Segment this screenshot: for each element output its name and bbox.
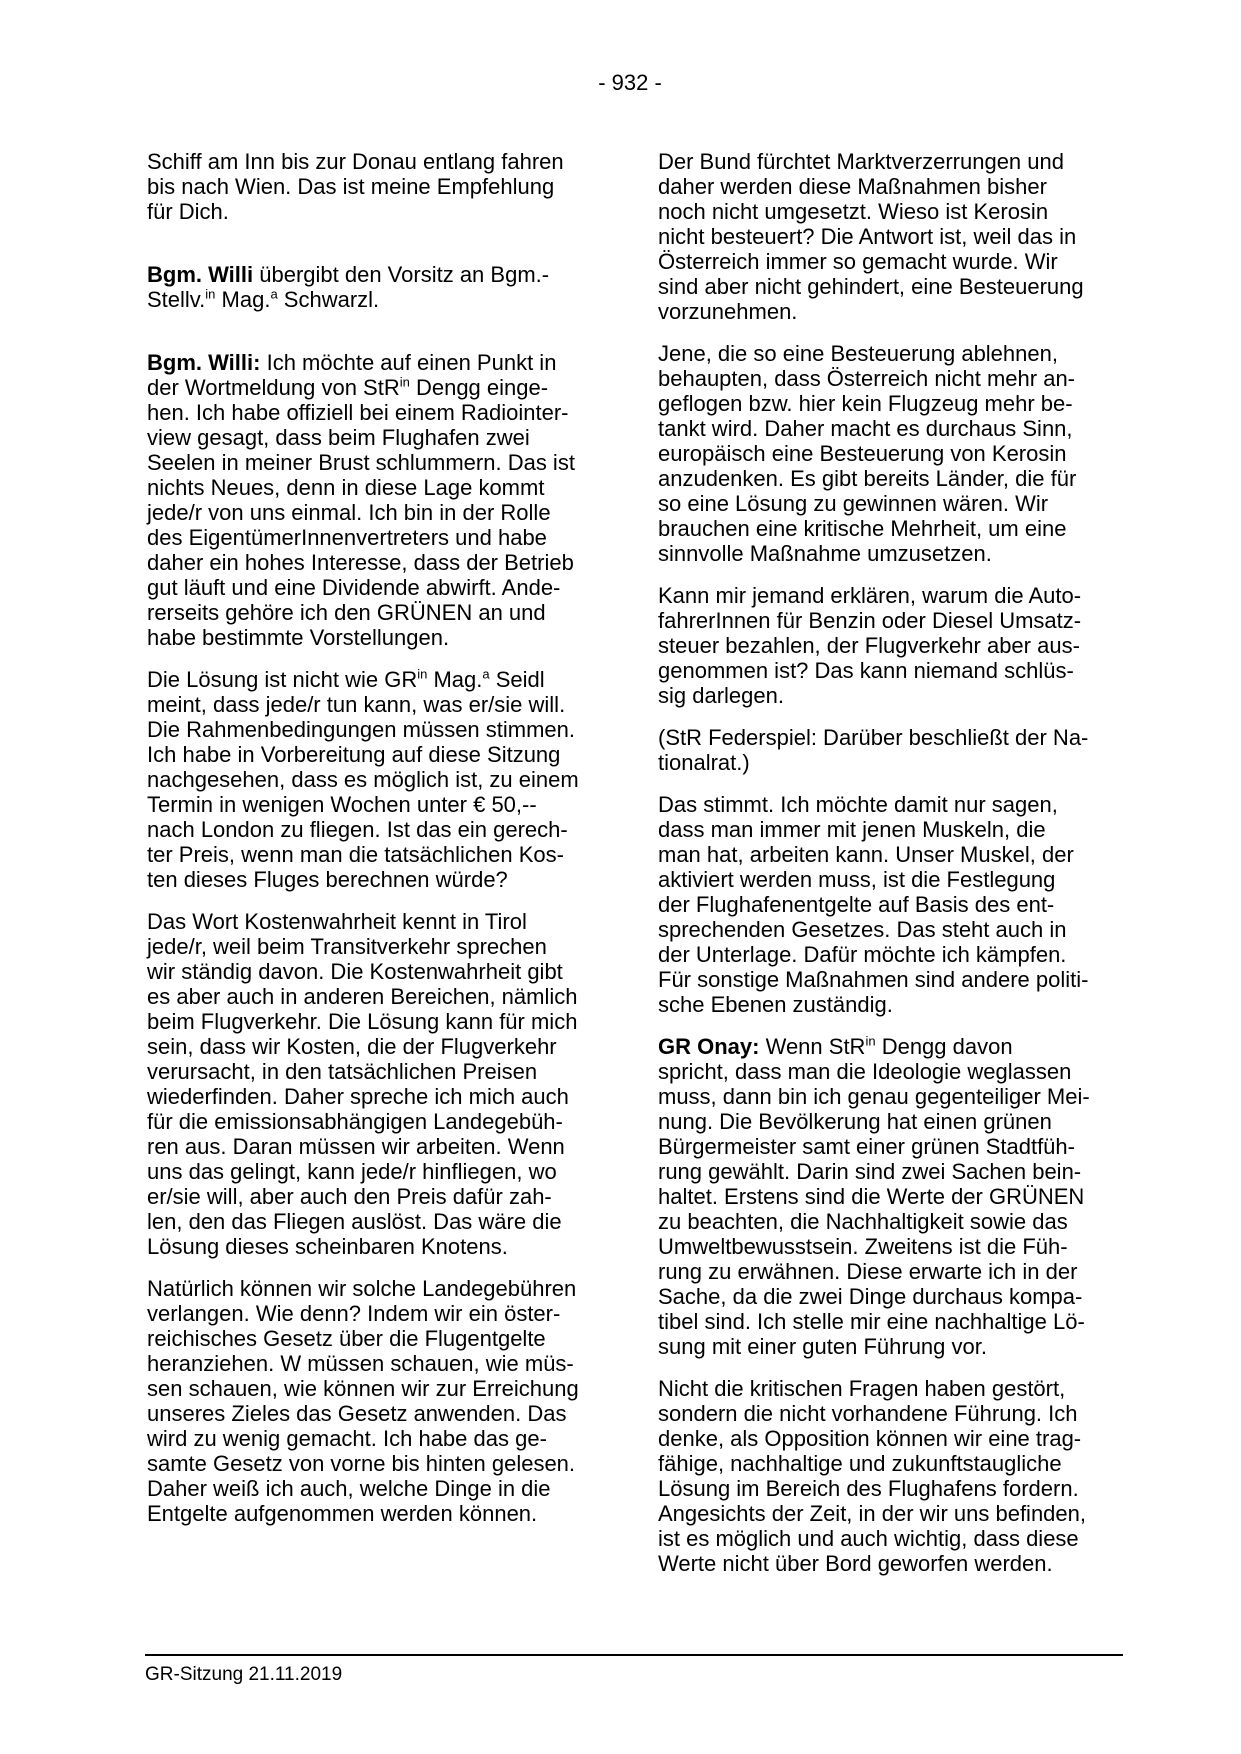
text-run: Die Rahmenbedingungen müssen stimmen.: [147, 717, 576, 742]
text-run: geflogen bzw. hier kein Flugzeug mehr be-: [658, 391, 1073, 416]
text-run: hen. Ich habe offiziell bei einem Radiointer-: [147, 400, 569, 425]
text-run: aktiviert werden muss, ist die Festlegung: [658, 867, 1056, 892]
text-run: jede/r, weil beim Transitverkehr sprechen: [147, 934, 547, 959]
text-run: Das Wort Kostenwahrheit kennt in Tirol: [147, 909, 527, 934]
text-run: Kann mir jemand erklären, warum die Auto-: [658, 583, 1082, 608]
text-column-right: [658, 149, 1113, 1593]
text-run: der Unterlage. Dafür möchte ich kämpfen.: [658, 942, 1067, 967]
footer-text: GR-Sitzung 21.11.2019: [145, 1664, 343, 1685]
page-number: - 932 -: [598, 70, 662, 95]
superscript: a: [270, 286, 278, 302]
text-run: des EigentümerInnenvertreters und habe: [147, 525, 547, 550]
text-run: der Wortmeldung von StR: [147, 375, 400, 400]
text-run: habe bestimmte Vorstellungen.: [147, 625, 450, 650]
text-run: Für sonstige Maßnahmen sind andere politi-: [658, 967, 1089, 992]
text-run: Nicht die kritischen Fragen haben gestört,: [658, 1376, 1066, 1401]
text-run: spricht, dass man die Ideologie weglassen: [658, 1059, 1072, 1084]
text-run: wird zu wenig gemacht. Ich habe das ge-: [147, 1426, 547, 1451]
text-run: sind aber nicht gehindert, eine Besteuerung: [658, 274, 1084, 299]
text-run: nicht besteuert? Die Antwort ist, weil das in: [658, 224, 1077, 249]
text-run: es aber auch in anderen Bereichen, nämlich: [147, 984, 578, 1009]
text-run: Das stimmt. Ich möchte damit nur sagen,: [658, 792, 1058, 817]
text-run: beim Flugverkehr. Die Lösung kann für mich: [147, 1009, 578, 1034]
text-run: Lösung im Bereich des Flughafens fordern.: [658, 1476, 1079, 1501]
text-run: Lösung dieses scheinbaren Knotens.: [147, 1234, 508, 1259]
text-run: sondern die nicht vorhandene Führung. Ich: [658, 1401, 1078, 1426]
paragraph: [658, 149, 1113, 324]
text-run: Dengg davon: [875, 1034, 1013, 1059]
text-run: Wenn StR: [759, 1034, 866, 1059]
text-run: tionalrat.): [658, 750, 750, 775]
text-run: vorzunehmen.: [658, 299, 798, 324]
text-run: Ich möchte auf einen Punkt in: [260, 350, 557, 375]
page-body: [147, 149, 1113, 1593]
paragraph: [147, 149, 602, 224]
paragraph: [147, 909, 602, 1259]
text-run: Natürlich können wir solche Landegebühren: [147, 1276, 577, 1301]
superscript: a: [482, 666, 490, 682]
paragraph: [658, 1376, 1113, 1576]
superscript: in: [865, 1033, 876, 1049]
text-run: zu beachten, die Nachhaltigkeit sowie das: [658, 1209, 1068, 1234]
text-run: nichts Neues, denn in diese Lage kommt: [147, 475, 545, 500]
text-run: steuer bezahlen, der Flugverkehr aber aus-: [658, 633, 1080, 658]
superscript: in: [417, 666, 428, 682]
text-run: samte Gesetz von vorne bis hinten gelesen.: [147, 1451, 576, 1476]
text-run: tibel sind. Ich stelle mir eine nachhaltige Lö-: [658, 1309, 1085, 1334]
text-run: (StR Federspiel: Darüber beschließt der Na-: [658, 725, 1089, 750]
text-run: ist es möglich und auch wichtig, dass diese: [658, 1526, 1079, 1551]
paragraph: [658, 1034, 1113, 1359]
text-column-left: [147, 149, 602, 1593]
text-run: Bürgermeister samt einer grünen Stadtfüh-: [658, 1134, 1075, 1159]
text-run: nachgesehen, dass es möglich ist, zu einem: [147, 767, 579, 792]
speaker-label: GR Onay:: [658, 1034, 760, 1059]
text-run: haltet. Erstens sind die Werte der GRÜNEN: [658, 1184, 1085, 1209]
text-run: anzudenken. Es gibt bereits Länder, die für: [658, 466, 1077, 491]
paragraph: [147, 1276, 602, 1526]
text-run: europäisch eine Besteuerung von Kerosin: [658, 441, 1067, 466]
page-footer: [145, 1654, 1123, 1686]
text-run: so eine Lösung zu gewinnen wären. Wir: [658, 491, 1049, 516]
text-run: Termin in wenigen Wochen unter € 50,--: [147, 792, 537, 817]
text-run: sinnvolle Maßnahme umzusetzen.: [658, 541, 992, 566]
text-run: Umweltbewusstsein. Zweitens ist die Füh-: [658, 1234, 1068, 1259]
text-run: Der Bund fürchtet Marktverzerrungen und: [658, 149, 1064, 174]
text-run: rung gewählt. Darin sind zwei Sachen bein-: [658, 1159, 1082, 1184]
speaker-label: Bgm. Willi:: [147, 350, 261, 375]
text-run: gut läuft und eine Dividende abwirft. Ande-: [147, 575, 561, 600]
text-run: übergibt den Vorsitz an Bgm.-: [253, 262, 550, 287]
text-run: sche Ebenen zuständig.: [658, 992, 893, 1017]
text-run: er/sie will, aber auch den Preis dafür zah-: [147, 1184, 552, 1209]
text-run: view gesagt, dass beim Flughafen zwei: [147, 425, 530, 450]
text-run: daher ein hohes Interesse, dass der Betrieb: [147, 550, 574, 575]
text-run: uns das gelingt, kann jede/r hinfliegen, wo: [147, 1159, 557, 1184]
text-run: Seidl: [489, 667, 545, 692]
text-run: Mag.: [427, 667, 483, 692]
text-run: sen schauen, wie können wir zur Erreichung: [147, 1376, 579, 1401]
paragraph: [147, 667, 602, 892]
text-run: ren aus. Daran müssen wir arbeiten. Wenn: [147, 1134, 565, 1159]
text-run: muss, dann bin ich genau gegenteiliger Mei-: [658, 1084, 1090, 1109]
text-run: tankt wird. Daher macht es durchaus Sinn,: [658, 416, 1073, 441]
text-run: wir ständig davon. Die Kostenwahrheit gibt: [147, 959, 563, 984]
text-run: daher werden diese Maßnahmen bisher: [658, 174, 1047, 199]
text-run: Werte nicht über Bord geworfen werden.: [658, 1551, 1053, 1576]
text-run: unseres Zieles das Gesetz anwenden. Das: [147, 1401, 567, 1426]
text-run: Jene, die so eine Besteuerung ablehnen,: [658, 341, 1058, 366]
paragraph: [147, 262, 602, 312]
paragraph: [147, 350, 602, 650]
text-run: der Flughafenentgelte auf Basis des ent-: [658, 892, 1055, 917]
text-run: Ich habe in Vorbereitung auf diese Sitzung: [147, 742, 561, 767]
text-run: Schiff am Inn bis zur Donau entlang fahren: [147, 149, 564, 174]
text-run: sprechenden Gesetzes. Das steht auch in: [658, 917, 1067, 942]
text-run: verlangen. Wie denn? Indem wir ein öster-: [147, 1301, 561, 1326]
text-run: Sache, da die zwei Dinge durchaus kompa-: [658, 1284, 1083, 1309]
text-run: ten dieses Fluges berechnen würde?: [147, 867, 508, 892]
text-run: nung. Die Bevölkerung hat einen grünen: [658, 1109, 1052, 1134]
text-run: für Dich.: [147, 199, 229, 224]
text-run: sig darlegen.: [658, 683, 784, 708]
text-run: len, den das Fliegen auslöst. Das wäre die: [147, 1209, 562, 1234]
paragraph: [658, 792, 1113, 1017]
text-run: denke, als Opposition können wir eine trag-: [658, 1426, 1082, 1451]
text-run: fähige, nachhaltige und zukunftstaugliche: [658, 1451, 1062, 1476]
text-run: noch nicht umgesetzt. Wieso ist Kerosin: [658, 199, 1049, 224]
text-run: Schwarzl.: [277, 287, 380, 312]
text-run: Daher weiß ich auch, welche Dinge in die: [147, 1476, 551, 1501]
text-run: Entgelte aufgenommen werden können.: [147, 1501, 538, 1526]
text-run: behaupten, dass Österreich nicht mehr an-: [658, 366, 1076, 391]
text-run: fahrerInnen für Benzin oder Diesel Umsatz-: [658, 608, 1082, 633]
text-run: reichisches Gesetz über die Flugentgelte: [147, 1326, 546, 1351]
text-run: für die emissionsabhängigen Landegebüh-: [147, 1109, 563, 1134]
text-run: rung zu erwähnen. Diese erwarte ich in der: [658, 1259, 1078, 1284]
text-run: sein, dass wir Kosten, die der Flugverkehr: [147, 1034, 557, 1059]
text-run: brauchen eine kritische Mehrheit, um eine: [658, 516, 1067, 541]
superscript: in: [399, 374, 410, 390]
text-run: dass man immer mit jenen Muskeln, die: [658, 817, 1046, 842]
text-run: bis nach Wien. Das ist meine Empfehlung: [147, 174, 555, 199]
text-run: sung mit einer guten Führung vor.: [658, 1334, 987, 1359]
text-run: Dengg einge-: [409, 375, 549, 400]
text-run: Mag.: [215, 287, 271, 312]
text-run: ter Preis, wenn man die tatsächlichen Kos-: [147, 842, 564, 867]
text-run: man hat, arbeiten kann. Unser Muskel, der: [658, 842, 1074, 867]
text-run: verursacht, in den tatsächlichen Preisen: [147, 1059, 538, 1084]
text-run: rerseits gehöre ich den GRÜNEN an und: [147, 600, 546, 625]
text-run: wiederfinden. Daher spreche ich mich auch: [147, 1084, 569, 1109]
text-run: genommen ist? Das kann niemand schlüs-: [658, 658, 1074, 683]
paragraph: [658, 583, 1113, 708]
paragraph: [658, 341, 1113, 566]
text-run: Stellv.: [147, 287, 206, 312]
speaker-label: Bgm. Willi: [147, 262, 254, 287]
text-run: Die Lösung ist nicht wie GR: [147, 667, 418, 692]
text-run: meint, dass jede/r tun kann, was er/sie will.: [147, 692, 566, 717]
text-run: heranziehen. W müssen schauen, wie müs-: [147, 1351, 574, 1376]
paragraph: [658, 725, 1113, 775]
text-run: Angesichts der Zeit, in der wir uns befinden,: [658, 1501, 1087, 1526]
superscript: in: [205, 286, 216, 302]
text-run: Seelen in meiner Brust schlummern. Das ist: [147, 450, 575, 475]
text-run: nach London zu fliegen. Ist das ein gerech-: [147, 817, 568, 842]
text-run: Österreich immer so gemacht wurde. Wir: [658, 249, 1058, 274]
text-run: jede/r von uns einmal. Ich bin in der Rolle: [147, 500, 551, 525]
